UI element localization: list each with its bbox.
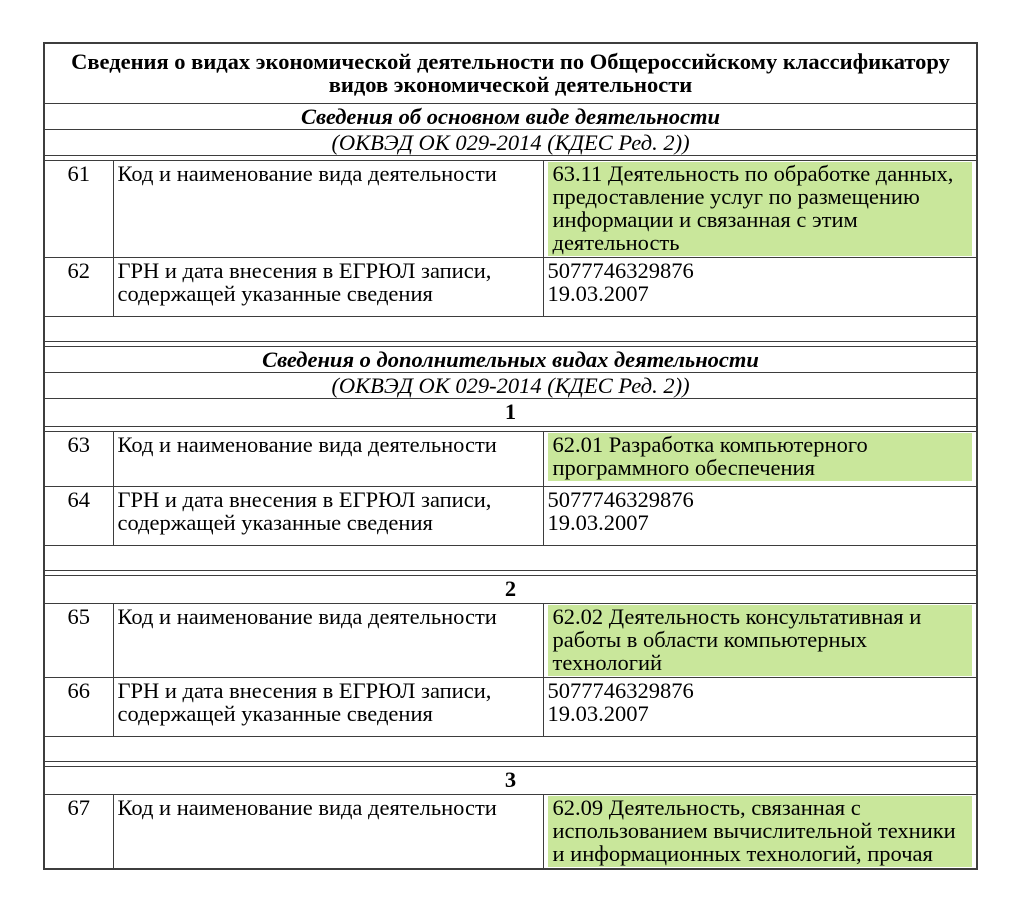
- row-number-cell: 63: [44, 432, 113, 487]
- activity-value-cell: [543, 432, 977, 487]
- table-row-67: [44, 795, 977, 870]
- main-classifier-row: [44, 130, 977, 156]
- activity-label-cell: Код и наименование вида деятельности: [113, 604, 543, 678]
- okved-activities-table: [43, 42, 978, 870]
- item-index-label: 1: [44, 399, 977, 427]
- row-number-cell: 64: [44, 487, 113, 546]
- row-number-cell: 67: [44, 795, 113, 870]
- activity-value-highlight: 62.01 Разработка компьютерного программного обеспечения: [548, 433, 973, 481]
- grn-value-cell: [543, 487, 977, 546]
- grn-number: 5077746329876: [547, 258, 694, 283]
- grn-label-cell: ГРН и дата внесения в ЕГРЮЛ записи, содержащей указанные сведения: [113, 678, 543, 737]
- activity-value-cell: [543, 795, 977, 870]
- main-classifier-label: (ОКВЭД ОК 029-2014 (КДЕС Ред. 2)): [44, 130, 977, 156]
- table-row-62: [44, 258, 977, 317]
- row-number-cell: 61: [44, 161, 113, 258]
- spacer-row: [44, 737, 977, 762]
- additional-section-header-row: [44, 347, 977, 373]
- spacer-cell: [44, 546, 977, 571]
- additional-classifier-row: [44, 373, 977, 399]
- grn-date: 19.03.2007: [547, 510, 649, 535]
- item-index-row-3: [44, 767, 977, 795]
- table-row-61: [44, 161, 977, 258]
- activity-value-cell: [543, 604, 977, 678]
- grn-label-cell: ГРН и дата внесения в ЕГРЮЛ записи, содержащей указанные сведения: [113, 487, 543, 546]
- table-row-65: [44, 604, 977, 678]
- row-number-cell: 62: [44, 258, 113, 317]
- grn-number: 5077746329876: [547, 678, 694, 703]
- item-index-label: 3: [44, 767, 977, 795]
- spacer-row: [44, 546, 977, 571]
- spacer-cell: [44, 737, 977, 762]
- main-section-header: Сведения об основном виде деятельности: [44, 104, 977, 130]
- item-index-label: 2: [44, 576, 977, 604]
- grn-number: 5077746329876: [547, 487, 694, 512]
- spacer-cell: [44, 317, 977, 342]
- title-row: [44, 43, 977, 104]
- row-number-cell: 66: [44, 678, 113, 737]
- grn-value-cell: [543, 678, 977, 737]
- main-section-header-row: [44, 104, 977, 130]
- activity-value-cell: [543, 161, 977, 258]
- grn-value-cell: [543, 258, 977, 317]
- spacer-row: [44, 317, 977, 342]
- grn-date: 19.03.2007: [547, 281, 649, 306]
- page-title: Сведения о видах экономической деятельности по Общероссийскому классификатору видов экономической деятельности: [44, 43, 977, 104]
- activity-label-cell: Код и наименование вида деятельности: [113, 432, 543, 487]
- row-number-cell: 65: [44, 604, 113, 678]
- grn-label-cell: ГРН и дата внесения в ЕГРЮЛ записи, содержащей указанные сведения: [113, 258, 543, 317]
- grn-date: 19.03.2007: [547, 701, 649, 726]
- activity-value-highlight: 62.09 Деятельность, связанная с использованием вычислительной техники и информационных технологий, прочая: [548, 796, 973, 867]
- table-row-66: [44, 678, 977, 737]
- activity-value-highlight: 63.11 Деятельность по обработке данных, предоставление услуг по размещению информации и связанная с этим деятельность: [548, 162, 973, 256]
- additional-section-header: Сведения о дополнительных видах деятельности: [44, 347, 977, 373]
- table-row-63: [44, 432, 977, 487]
- activity-value-highlight: 62.02 Деятельность консультативная и работы в области компьютерных технологий: [548, 605, 973, 676]
- item-index-row-2: [44, 576, 977, 604]
- table-row-64: [44, 487, 977, 546]
- item-index-row-1: [44, 399, 977, 427]
- additional-classifier-label: (ОКВЭД ОК 029-2014 (КДЕС Ред. 2)): [44, 373, 977, 399]
- activity-label-cell: Код и наименование вида деятельности: [113, 795, 543, 870]
- activity-label-cell: Код и наименование вида деятельности: [113, 161, 543, 258]
